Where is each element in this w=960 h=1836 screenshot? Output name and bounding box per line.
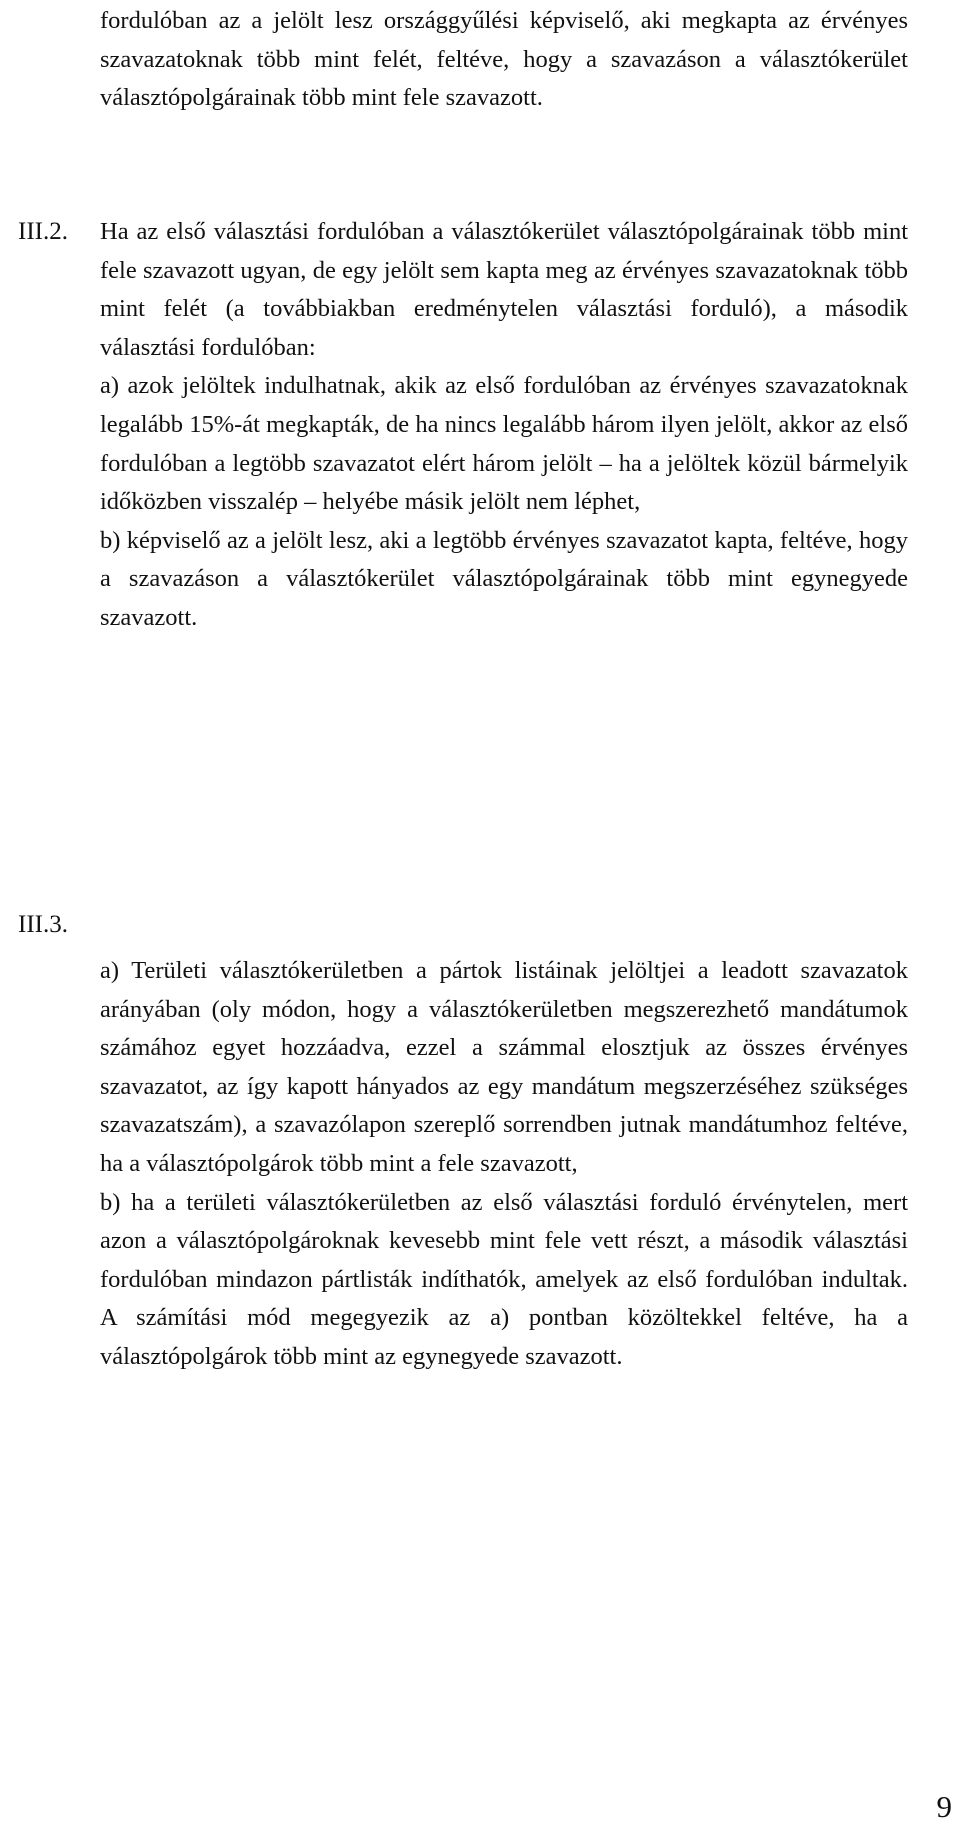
section-iii-2 xyxy=(100,213,908,638)
page-number: 9 xyxy=(936,1789,952,1824)
section-number-iii-2: III.2. xyxy=(18,218,68,245)
section-iii-2-point-a: a) azok jelöltek indulhatnak, akik az első fordulóban az érvényes szavazatoknak legalább 15%-át megkapták, de ha nincs legalább három ilyen jelölt, akkor az első fordulóban a legtöbb szavazatot elért három jelölt – ha a jelöltek közül bármelyik időközben visszalép – helyébe másik jelölt nem léphet, xyxy=(100,372,908,516)
section-iii-3 xyxy=(100,952,908,1377)
section-iii-2-intro: Ha az első választási fordulóban a választókerület választópolgárainak több mint fele szavazott ugyan, de egy jelölt sem kapta meg az érvényes szavazatoknak több mint felét (a továbbiakban eredménytelen választási forduló), a második választási fordulóban: xyxy=(100,218,908,361)
intro-paragraph: fordulóban az a jelölt lesz országgyűlési képviselő, aki megkapta az érvényes szavazatoknak több mint felét, feltéve, hogy a szavazáson a választókerület választópolgárainak több mint fele szavazott. xyxy=(100,7,908,112)
intro-block xyxy=(100,2,908,118)
section-iii-3-point-b: b) ha a területi választókerületben az első választási forduló érvénytelen, mert azon a választópolgároknak kevesebb mint fele vett részt, a második választási fordulóban mindazon pártlisták indíthatók, amelyek az első fordulóban indultak. A számítási mód megegyezik az a) pontban közöltekkel feltéve, ha a választópolgárok több mint az egynegyede szavazott. xyxy=(100,1188,908,1370)
section-number-iii-3: III.3. xyxy=(18,911,68,938)
section-iii-2-point-b: b) képviselő az a jelölt lesz, aki a legtöbb érvényes szavazatot kapta, feltéve, hogy a szavazáson a választókerület választópolgárainak több mint egynegyede szavazott. xyxy=(100,526,908,631)
section-iii-3-point-a: a) Területi választókerületben a pártok listáinak jelöltjei a leadott szavazatok arányában (oly módon, hogy a választókerületben megszerezhető mandátumok számához egyet hozzáadva, ezzel a számmal elosztjuk az összes érvényes szavazatot, az így kapott hányados az egy mandátum megszerzéséhez szükséges szavazatszám), a szavazólapon szereplő sorrendben jutnak mandátumhoz feltéve, ha a választópolgárok több mint a fele szavazott, xyxy=(100,957,908,1177)
